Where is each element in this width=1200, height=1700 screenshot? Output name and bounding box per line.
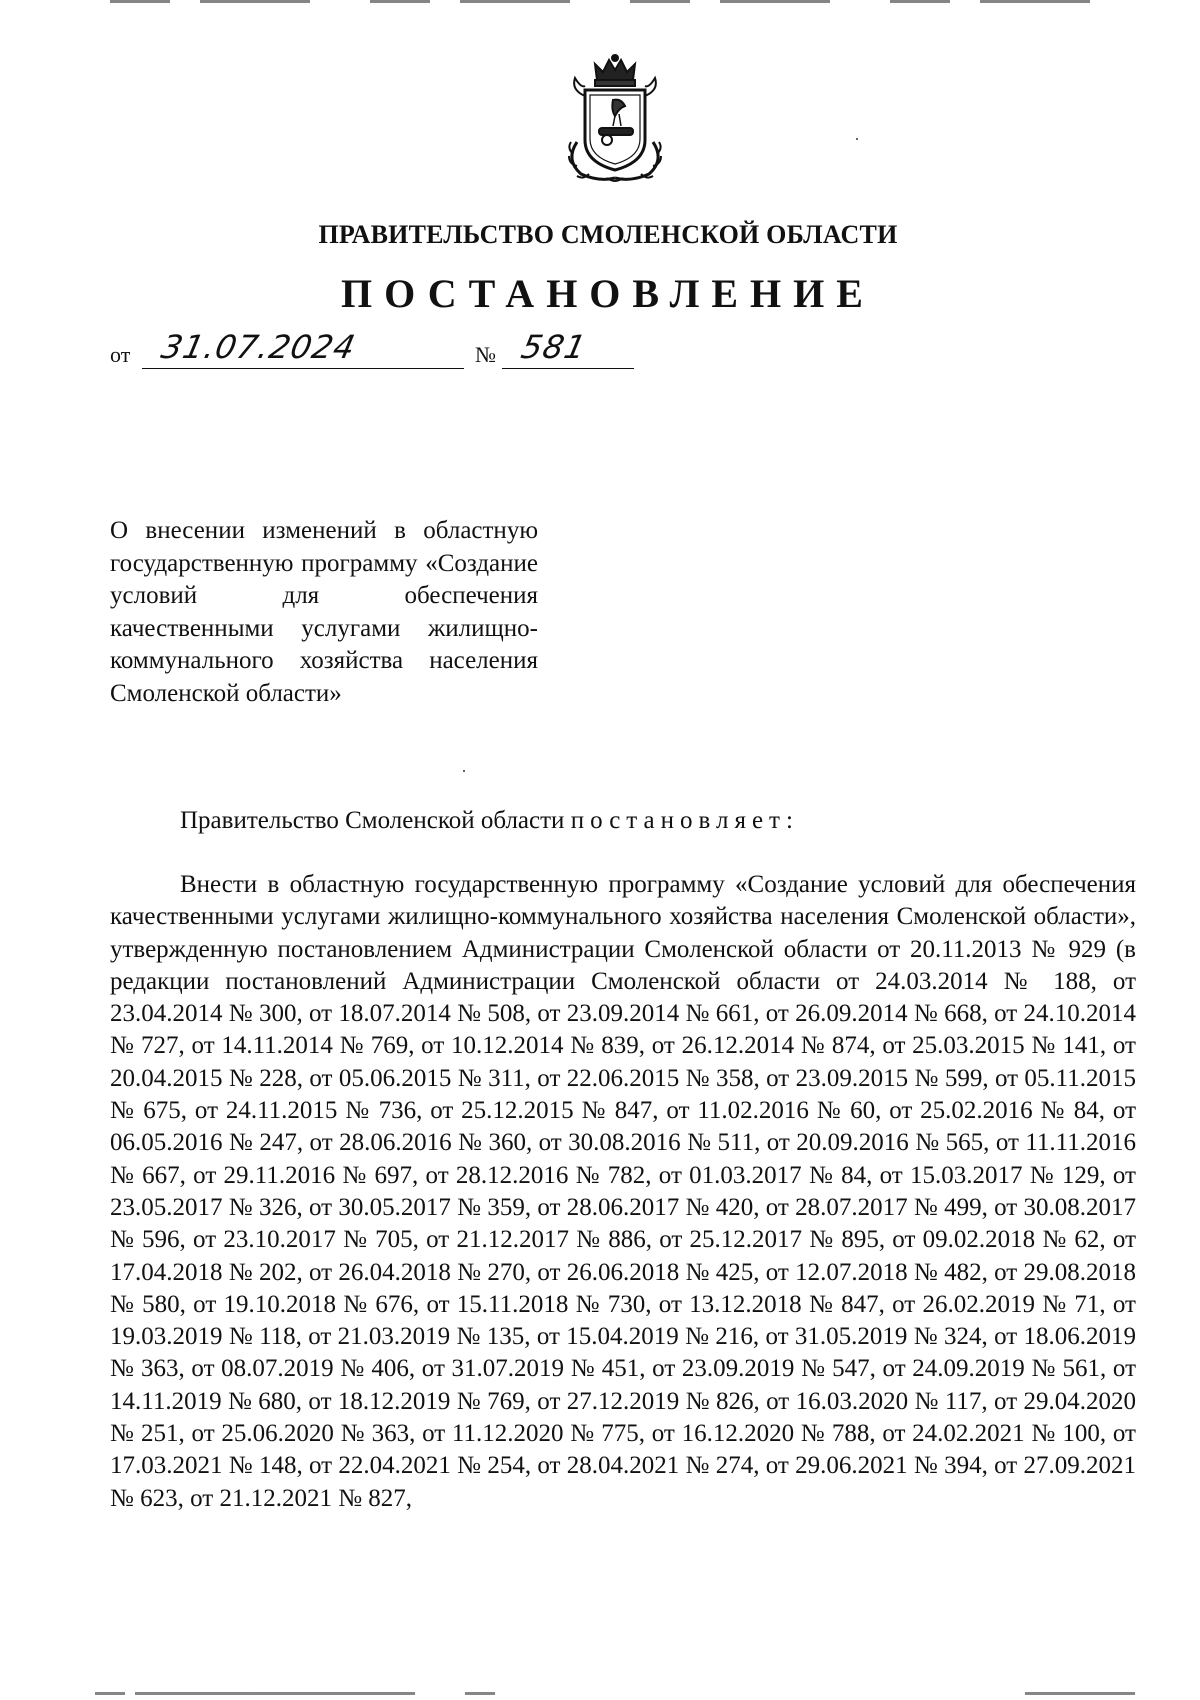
scan-edge-top [110,0,1110,3]
resolution-statement [180,807,799,835]
date-field [142,328,464,369]
date-number-line [110,328,591,372]
body-paragraph: Внести в областную государственную программу «Создание условий для обеспечения качественными услугами жилищно-коммунального хозяйства населения Смоленской области», утвержденную постановлением Администрации Смоленской области от 20.11.2013 № 929 (в редакции постановлений Администрации Смоленской области от 24.03.2014 № 188, от 23.04.2014 № 300, от 18.07.2014 № 508, от 23.09.2014 № 661, от 26.09.2014 № 668, от 24.10.2014 № 727, от 14.11.2014 № 769, от 10.12.2014 № 839, от 26.12.2014 № 874, от 25.03.2015 № 141, от 20.04.2015 № 228, от 05.06.2015 № 311, от 22.06.2015 № 358, от 23.09.2015 № 599, от 05.11.2015 № 675, от 24.11.2015 № 736, от 25.12.2015 № 847, от 11.02.2016 № 60, от 25.02.2016 № 84, от 06.05.2016 № 247, от 28.06.2016 № 360, от 30.08.2016 № 511, от 20.09.2016 № 565, от 11.11.2016 № 667, от 29.11.2016 № 697, от 28.12.2016 № 782, от 01.03.2017 № 84, от 15.03.2017 № 129, от 23.05.2017 № 326, от 30.05.2017 № 359, от 28.06.2017 № 420, от 28.07.2017 № 499, от 30.08.2017 № 596, от 23.10.2017 № 705, от 21.12.2017 № 886, от 25.12.2017 № 895, от 09.02.2018 № 62, от 17.04.2018 № 202, от 26.04.2018 № 270, от 26.06.2018 № 425, от 12.07.2018 № 482, от 29.08.2018 № 580, от 19.10.2018 № 676, от 15.11.2018 № 730, от 13.12.2018 № 847, от 26.02.2019 № 71, от 19.03.2019 № 118, от 21.03.2019 № 135, от 15.04.2019 № 216, от 31.05.2019 № 324, от 18.06.2019 № 363, от 08.07.2019 № 406, от 31.07.2019 № 451, от 23.09.2019 № 547, от 24.09.2019 № 561, от 14.11.2019 № 680, от 18.12.2019 № 769, от 27.12.2019 № 826, от 16.03.2020 № 117, от 29.04.2020 № 251, от 25.06.2020 № 363, от 11.12.2020 № 775, от 16.12.2020 № 788, от 24.02.2021 № 100, от 17.03.2021 № 148, от 22.04.2021 № 254, от 28.04.2021 № 274, от 29.06.2021 № 394, от 27.09.2021 № 623, от 21.12.2021 № 827, [110,871,1136,1512]
resolution-lead: Правительство Смоленской области [180,807,565,834]
number-field [502,328,634,369]
document-type-title: ПОСТАНОВЛЕНИЕ [341,271,875,316]
scan-edge-bottom [95,1692,1135,1695]
document-date: 31.07.2024 [157,328,360,366]
smolensk-coat-of-arms-icon [555,50,675,185]
document-subject: О внесении изменений в областную государственную программу «Создание условий для обеспечения качественными услугами жилищно-коммунального хозяйства населения Смоленской области» [110,517,538,707]
document-number: 581 [517,328,591,366]
date-prefix: от [110,342,131,367]
scan-speck [856,138,858,140]
scan-speck [463,770,465,772]
government-title: ПРАВИТЕЛЬСТВО СМОЛЕНСКОЙ ОБЛАСТИ [318,220,898,249]
number-sign: № [475,342,496,367]
resolution-verb: постановляет: [570,807,799,834]
